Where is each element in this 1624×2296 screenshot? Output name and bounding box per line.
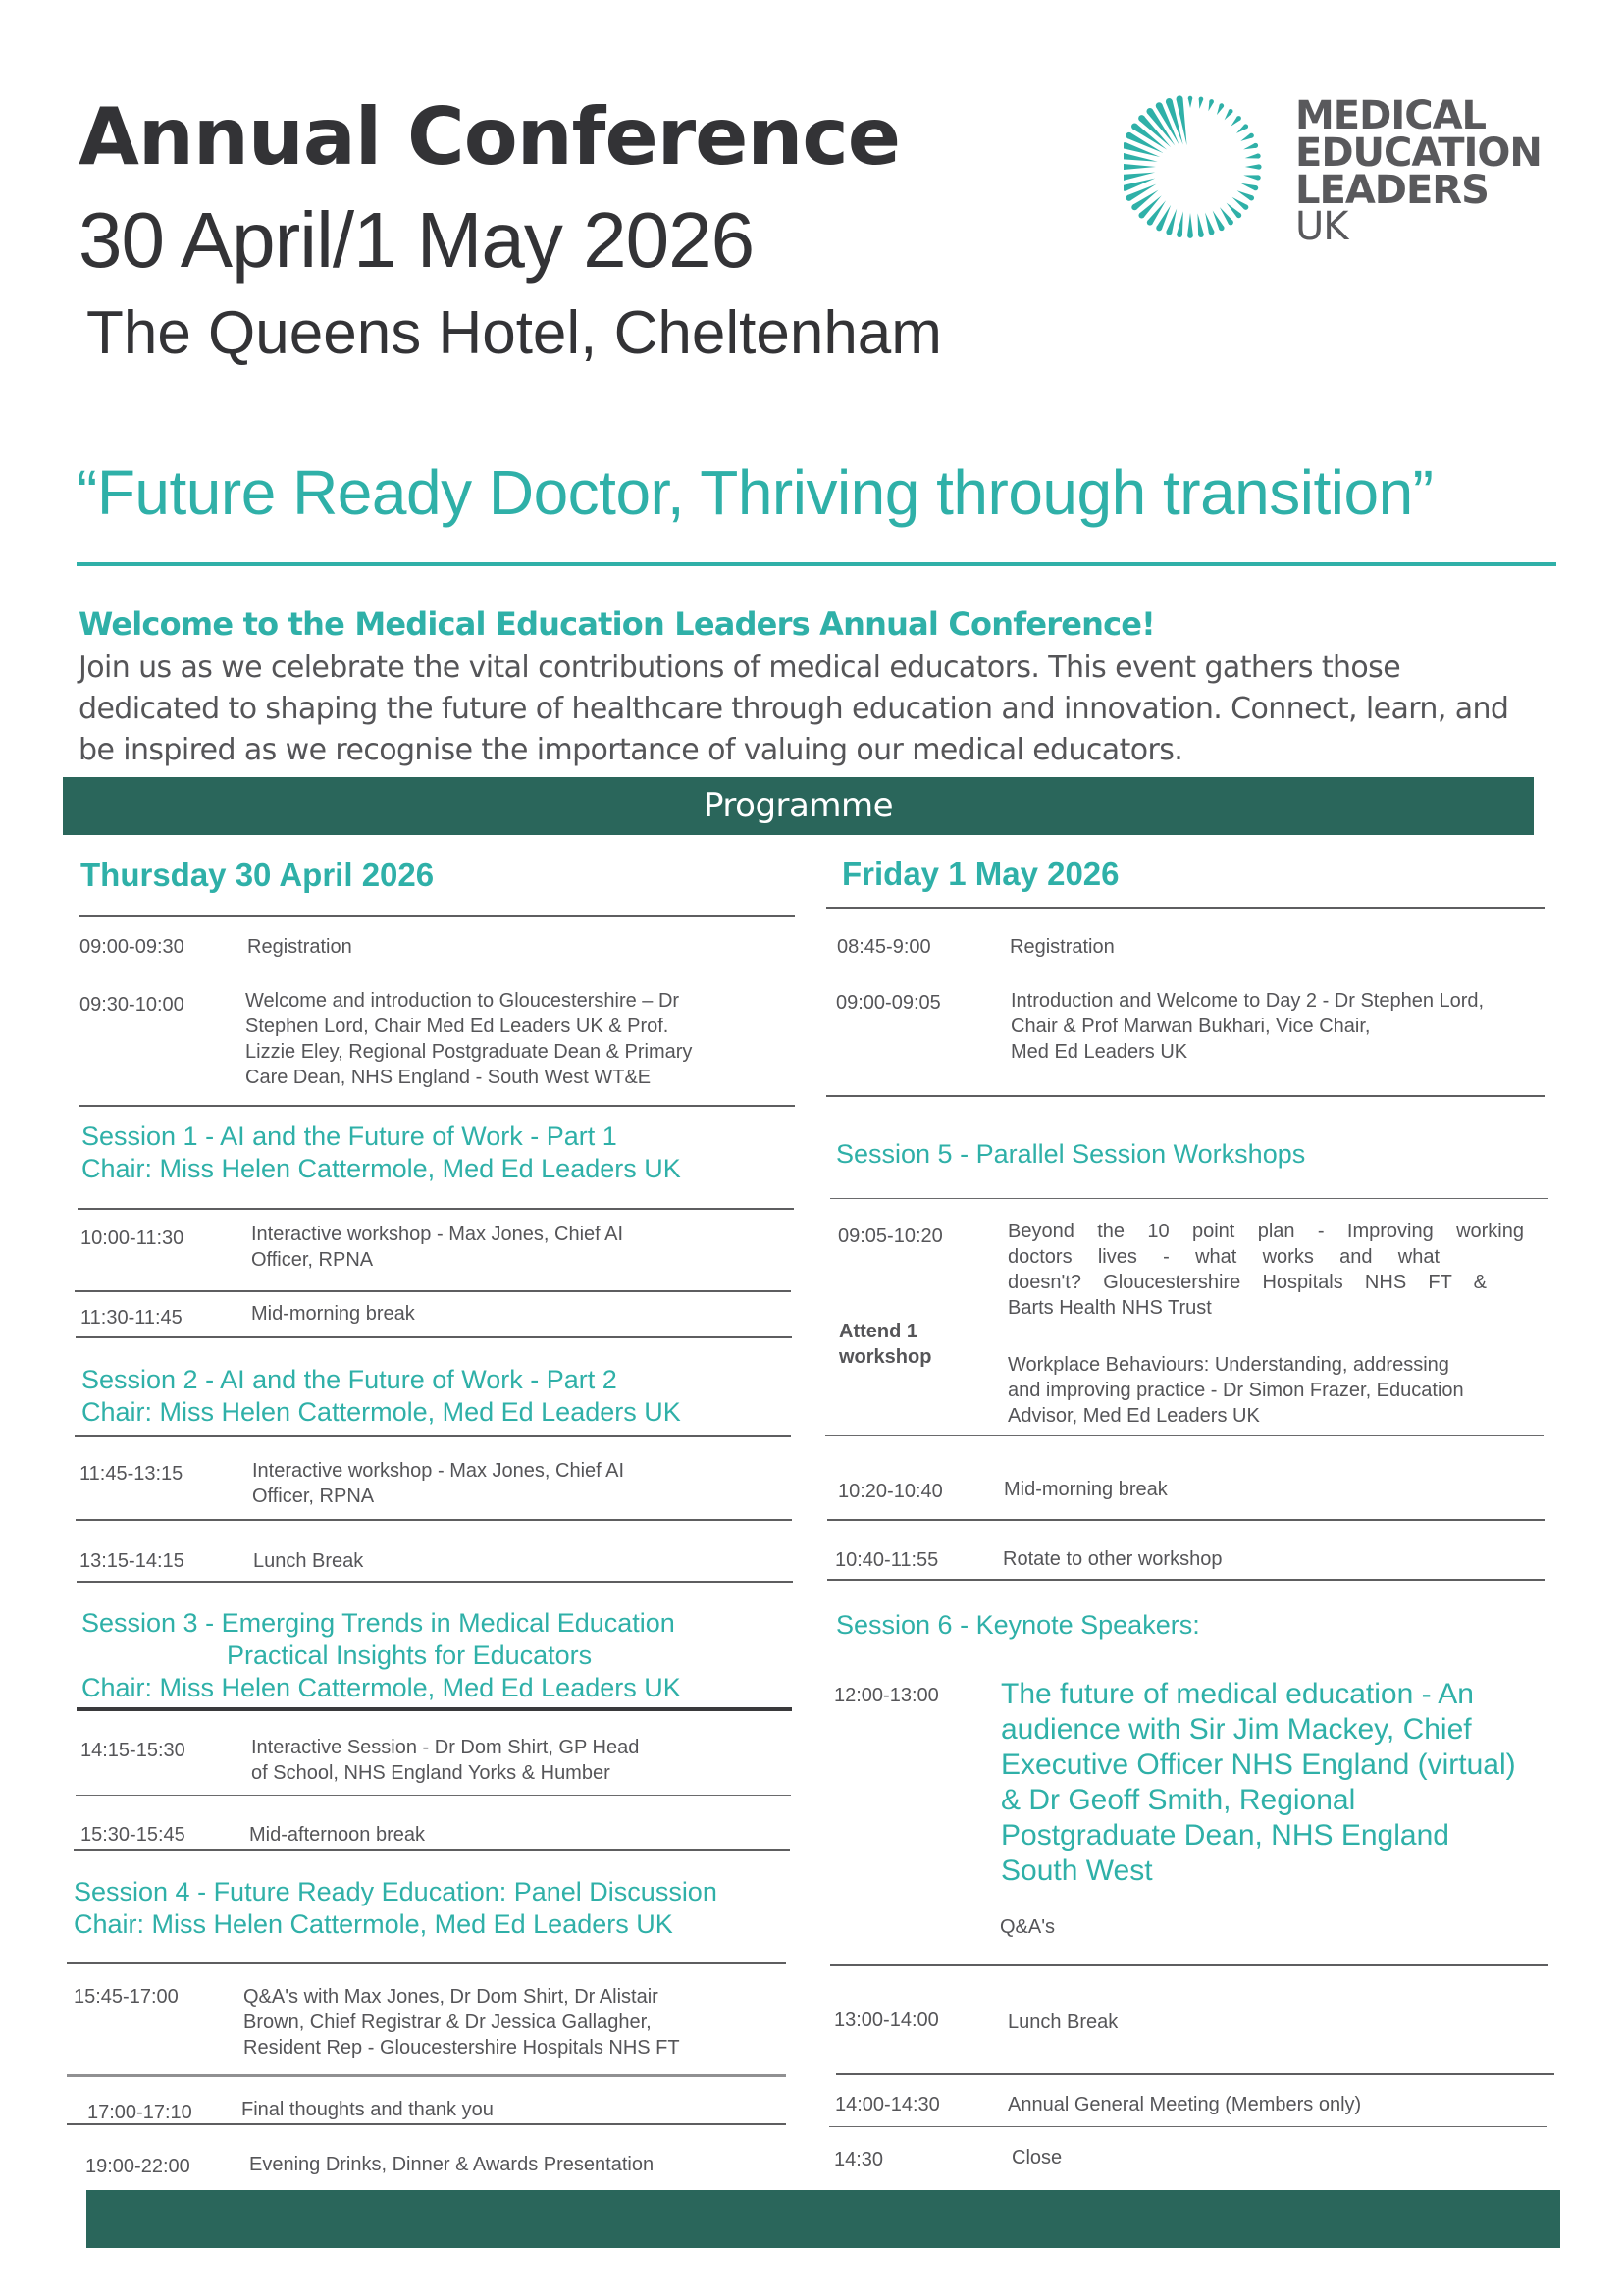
session-4-heading	[74, 1876, 717, 1941]
thursday-heading: Thursday 30 April 2026	[80, 857, 435, 893]
divider	[76, 1519, 792, 1521]
friday-heading: Friday 1 May 2026	[842, 856, 1120, 892]
item-time: 09:00-09:30	[79, 936, 184, 958]
item-time: 09:00-09:05	[836, 992, 941, 1014]
session-title: Session 2 - AI and the Future of Work - Part 2	[81, 1365, 617, 1394]
desc-line: Advisor, Med Ed Leaders UK	[1008, 1405, 1260, 1427]
session-6-heading	[836, 1609, 1200, 1642]
item-time: 09:05-10:20	[838, 1226, 943, 1247]
item-time: 09:30-10:00	[79, 994, 184, 1016]
session-chair: Chair: Miss Helen Cattermole, Med Ed Leaders UK	[81, 1154, 681, 1183]
item-time: 12:00-13:00	[834, 1685, 939, 1706]
desc-line: Resident Rep - Gloucestershire Hospitals NHS FT	[243, 2037, 680, 2059]
item-time: 10:40-11:55	[835, 1549, 939, 1571]
divider	[827, 1519, 1545, 1521]
item-description: Mid-morning break	[1004, 1479, 1168, 1500]
desc-line: Officer, RPNA	[252, 1486, 375, 1507]
desc-line: Officer, RPNA	[251, 1249, 374, 1271]
divider	[74, 1849, 790, 1851]
divider	[826, 1095, 1545, 1097]
keynote-line: audience with Sir Jim Mackey, Chief	[1001, 1713, 1472, 1746]
desc-line: Interactive Session - Dr Dom Shirt, GP Head	[251, 1737, 640, 1758]
event-venue: The Queens Hotel, Cheltenham	[86, 299, 942, 367]
divider	[75, 1435, 791, 1437]
divider	[836, 2073, 1554, 2075]
desc-line: doctors lives - what works and what	[1008, 1246, 1440, 1268]
session-subtitle: Practical Insights for Educators	[227, 1641, 593, 1670]
footer-bar	[86, 2190, 1560, 2248]
desc-line: Chair & Prof Marwan Bukhari, Vice Chair,	[1011, 1016, 1371, 1037]
item-description: Evening Drinks, Dinner & Awards Presentation	[249, 2154, 655, 2175]
keynote-line: The future of medical education - An	[1001, 1678, 1474, 1710]
item-description	[245, 988, 692, 1090]
divider	[76, 1795, 791, 1796]
item-description: Mid-afternoon break	[249, 1824, 425, 1846]
item-time: 08:45-9:00	[837, 936, 931, 958]
item-description: Mid-morning break	[251, 1303, 415, 1325]
item-description	[243, 1984, 680, 2061]
keynote-description	[1001, 1677, 1516, 1889]
session-2-heading	[81, 1364, 681, 1429]
item-time: 11:30-11:45	[80, 1307, 183, 1329]
session-chair: Chair: Miss Helen Cattermole, Med Ed Leaders UK	[74, 1909, 673, 1939]
divider	[830, 1964, 1548, 1966]
session-1-heading	[81, 1121, 681, 1185]
desc-line: and improving practice - Dr Simon Frazer, Education	[1008, 1380, 1464, 1401]
item-time: 10:20-10:40	[838, 1481, 943, 1502]
desc-line: Workplace Behaviours: Understanding, addressing	[1008, 1354, 1449, 1376]
desc-line: Beyond the 10 point plan - Improving working	[1008, 1221, 1524, 1242]
item-description	[252, 1458, 624, 1509]
workshop-2	[1008, 1352, 1464, 1429]
item-description: Lunch Break	[1008, 2011, 1119, 2033]
item-description: Rotate to other workshop	[1003, 1548, 1223, 1570]
divider	[829, 2126, 1547, 2127]
keynote-line: South West	[1001, 1854, 1153, 1887]
note-line: workshop	[839, 1346, 932, 1368]
desc-line: Q&A's with Max Jones, Dr Dom Shirt, Dr Alistair	[243, 1986, 658, 2008]
item-description: Lunch Break	[253, 1550, 364, 1572]
item-description: Final thoughts and thank you	[241, 2099, 494, 2120]
logo-line-medical: MEDICAL	[1295, 93, 1487, 138]
logo-line-leaders: LEADERS	[1295, 168, 1489, 213]
divider	[75, 1290, 791, 1292]
desc-line: Barts Health NHS Trust	[1008, 1297, 1212, 1319]
divider	[830, 1198, 1548, 1199]
item-time: 14:30	[834, 2149, 884, 2170]
item-description: Registration	[247, 936, 352, 958]
desc-line: Brown, Chief Registrar & Dr Jessica Gallagher,	[243, 2011, 652, 2033]
keynote-line: Executive Officer NHS England (virtual)	[1001, 1748, 1516, 1781]
desc-line: Interactive workshop - Max Jones, Chief AI	[252, 1460, 625, 1482]
session-title: Session 3 - Emerging Trends in Medical Education	[81, 1608, 675, 1638]
item-time: 13:00-14:00	[834, 2009, 939, 2031]
desc-line: of School, NHS England Yorks & Humber	[251, 1762, 610, 1784]
divider	[825, 1435, 1544, 1436]
divider	[827, 1579, 1545, 1581]
organisation-logo	[1124, 93, 1570, 250]
logo-line-education: EDUCATION	[1295, 130, 1542, 176]
page-title: Annual Conference	[79, 91, 901, 183]
item-time: 15:45-17:00	[74, 1986, 179, 2008]
session-3-heading	[81, 1607, 681, 1704]
item-time: 14:00-14:30	[835, 2094, 940, 2115]
divider	[67, 2123, 786, 2125]
desc-line: Stephen Lord, Chair Med Ed Leaders UK & Prof.	[245, 1016, 669, 1037]
logo-wordmark	[1295, 93, 1542, 249]
keynote-line: & Dr Geoff Smith, Regional	[1001, 1784, 1356, 1816]
keynote-line: Postgraduate Dean, NHS England	[1001, 1819, 1449, 1852]
divider	[78, 1208, 794, 1210]
desc-line: Introduction and Welcome to Day 2 - Dr Stephen Lord,	[1011, 990, 1485, 1012]
radial-burst-icon	[1124, 93, 1281, 250]
welcome-line: Join us as we celebrate the vital contributions of medical educators. This event gathers those	[79, 651, 1401, 685]
item-description: Close	[1012, 2147, 1063, 2168]
session-title: Session 1 - AI and the Future of Work - Part 1	[81, 1122, 617, 1151]
session-chair: Chair: Miss Helen Cattermole, Med Ed Leaders UK	[81, 1673, 681, 1702]
event-dates: 30 April/1 May 2026	[79, 196, 755, 284]
conference-theme: “Future Ready Doctor, Thriving through transition”	[77, 457, 1434, 528]
item-time: 11:45-13:15	[79, 1463, 183, 1485]
desc-line: Welcome and introduction to Gloucestershire – Dr	[245, 990, 680, 1012]
desc-line: Interactive workshop - Max Jones, Chief AI	[251, 1224, 624, 1245]
item-time: 15:30-15:45	[80, 1824, 185, 1846]
divider	[77, 1707, 792, 1711]
item-description	[251, 1735, 639, 1786]
welcome-paragraph	[79, 648, 1531, 771]
divider	[826, 907, 1545, 909]
welcome-heading: Welcome to the Medical Education Leaders Annual Conference!	[79, 605, 1155, 643]
item-time: 13:15-14:15	[79, 1550, 184, 1572]
attend-note	[839, 1319, 931, 1370]
session-title: Session 5 - Parallel Session Workshops	[836, 1139, 1306, 1169]
desc-line: Med Ed Leaders UK	[1011, 1041, 1188, 1063]
logo-line-uk: UK	[1295, 204, 1348, 249]
desc-line: Lizzie Eley, Regional Postgraduate Dean & Primary	[245, 1041, 693, 1063]
item-time: 10:00-11:30	[80, 1227, 184, 1249]
workshop-1	[1008, 1219, 1524, 1321]
divider	[79, 1105, 795, 1107]
desc-line: doesn't? Gloucestershire Hospitals NHS FT &	[1008, 1272, 1487, 1293]
session-title: Session 4 - Future Ready Education: Panel Discussion	[74, 1877, 717, 1906]
welcome-line: be inspired as we recognise the importance of valuing our medical educators.	[79, 733, 1183, 767]
item-time: 17:00-17:10	[87, 2102, 192, 2123]
session-chair: Chair: Miss Helen Cattermole, Med Ed Leaders UK	[81, 1397, 681, 1427]
divider	[67, 1962, 786, 1964]
item-time: 19:00-22:00	[85, 2156, 190, 2177]
programme-banner: Programme	[63, 777, 1534, 835]
item-description	[251, 1222, 623, 1273]
divider	[76, 1336, 792, 1338]
divider	[79, 915, 795, 917]
item-description: Annual General Meeting (Members only)	[1008, 2094, 1362, 2115]
note-line: Attend 1	[839, 1321, 917, 1342]
item-description: Registration	[1010, 936, 1115, 958]
item-description	[1011, 988, 1484, 1065]
desc-line: Care Dean, NHS England - South West WT&E	[245, 1067, 652, 1088]
session-5-heading	[836, 1138, 1305, 1171]
session-title: Session 6 - Keynote Speakers:	[836, 1610, 1200, 1640]
welcome-line: dedicated to shaping the future of healthcare through education and innovation. Connect, learn, and	[79, 692, 1509, 726]
divider	[67, 2074, 786, 2077]
divider	[77, 562, 1556, 566]
divider	[77, 1581, 793, 1583]
item-description: Q&A's	[1000, 1916, 1056, 1938]
item-time: 14:15-15:30	[80, 1740, 185, 1761]
